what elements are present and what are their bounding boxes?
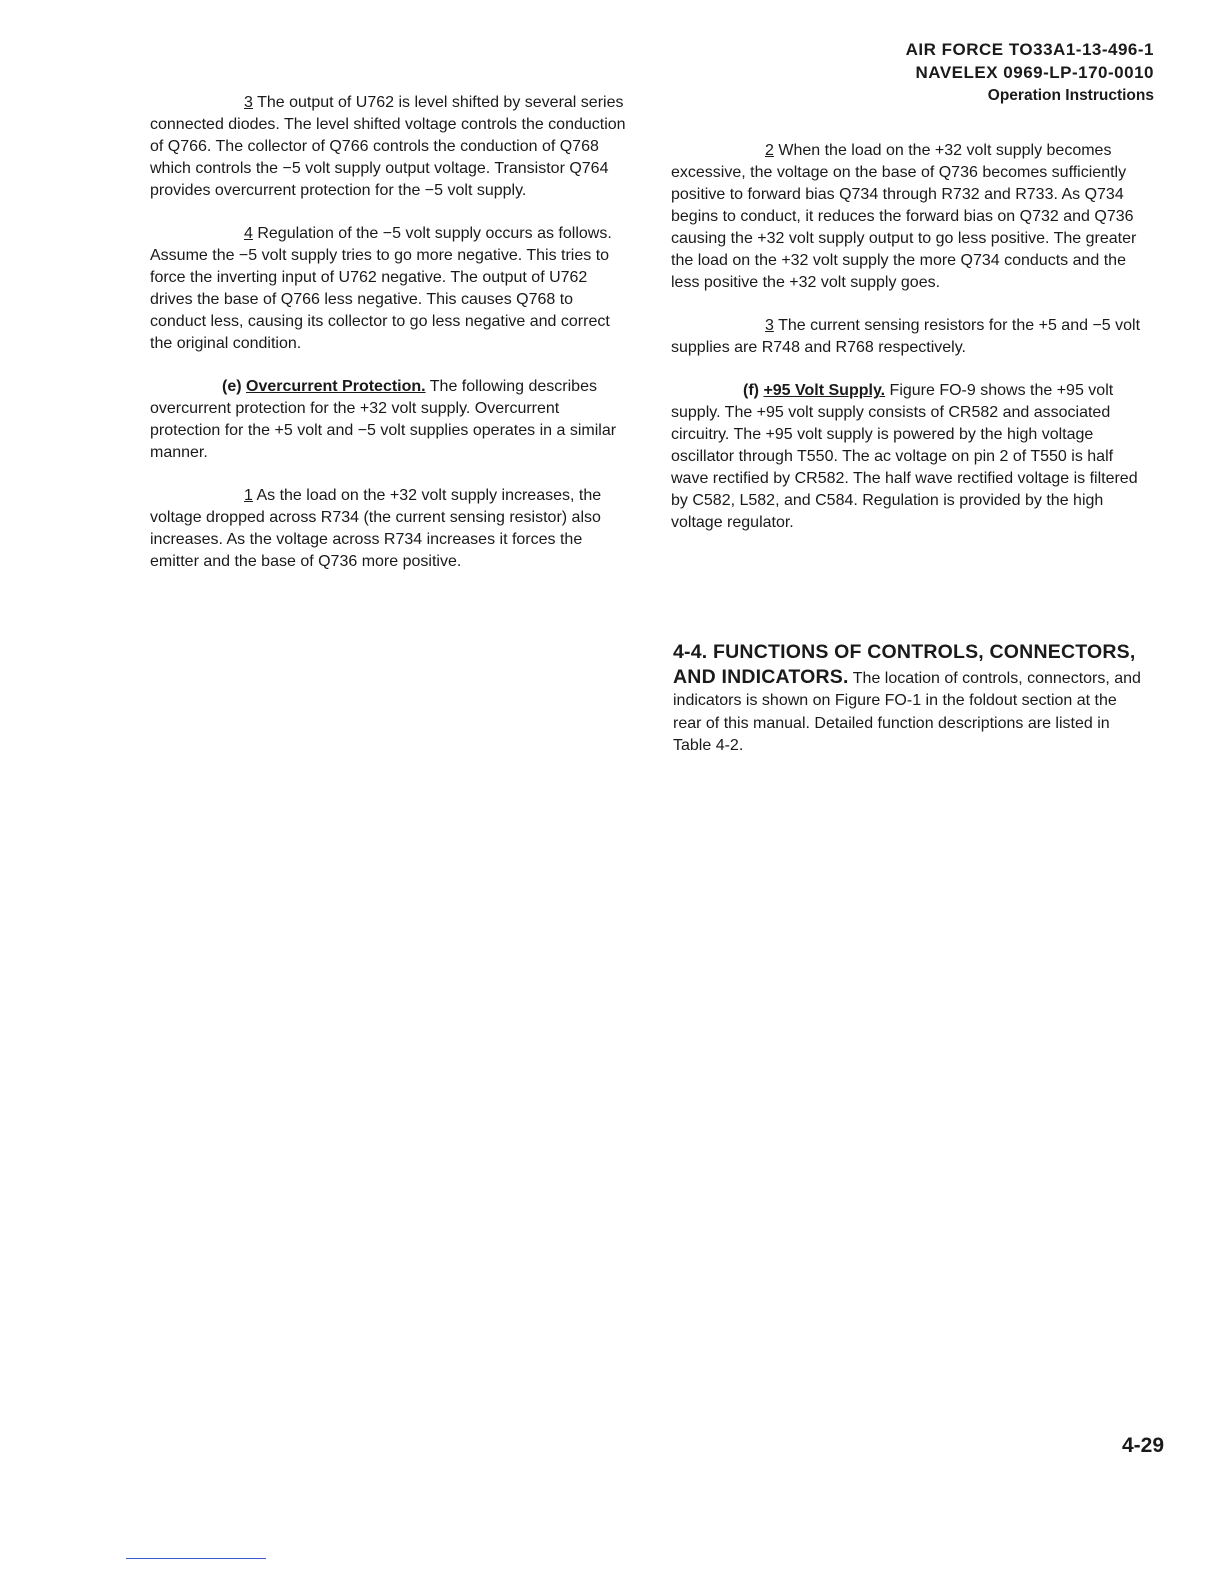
document-header <box>906 38 1154 107</box>
paragraph-text: The current sensing resistors for the +5 and −5 volt supplies are R748 and R768 respectively. <box>671 317 1141 356</box>
paragraph-text: When the load on the +32 volt supply becomes excessive, the voltage on the base of Q736 becomes sufficiently positive to forward bias Q734 through R732 and R733. As Q734 begins to conduct, it reduces the forward bias on Q732 and Q736 causing the +32 volt supply output to go less positive. The greater the load on the +32 volt supply the more Q734 conducts and the less positive the +32 volt supply goes. <box>671 142 1137 291</box>
paragraph-text: As the load on the +32 volt supply increases, the voltage dropped across R734 (the current sensing resistor) also increases. As the voltage across R734 increases it forces the emitter and the base of Q736 more positive. <box>150 487 602 570</box>
paragraph-95-volt-supply <box>671 380 1147 534</box>
paragraph-label: (e) <box>222 378 246 395</box>
header-air-force-number: AIR FORCE TO33A1-13-496-1 <box>905 40 1154 59</box>
header-navelex-number: NAVELEX 0969-LP-170-0010 <box>915 63 1154 82</box>
page-number: 4-29 <box>1121 1434 1164 1457</box>
paragraph-number: 3 <box>244 94 253 111</box>
paragraph-text: Figure FO-9 shows the +95 volt supply. The +95 volt supply consists of CR582 and associated circuitry. The +95 volt supply is powered by the high voltage oscillator through T550. The ac voltage on pin 2 of T550 is half wave rectified by CR582. The half wave rectified voltage is filtered by C582, L582, and C584. Regulation is provided by the high voltage regulator. <box>671 382 1138 531</box>
paragraph-title: +95 Volt Supply. <box>763 382 886 399</box>
paragraph-left-1 <box>150 485 630 573</box>
header-section-title: Operation Instructions <box>987 87 1154 104</box>
paragraph-number: 1 <box>244 487 253 504</box>
bottom-divider <box>126 1558 266 1559</box>
section-heading: 4-4. FUNCTIONS OF CONTROLS, CONNECTORS, AND INDICATORS. <box>673 641 1136 688</box>
paragraph-text: Regulation of the −5 volt supply occurs as follows. Assume the −5 volt supply tries to go more negative. This tries to force the inverting input of U762 negative. The output of U762 drives the base of Q766 less negative. This causes Q768 to conduct less, causing its collector to go less negative and correct the original condition. <box>150 225 612 352</box>
paragraph-text: The following describes overcurrent protection for the +32 volt supply. Overcurrent protection for the +5 volt and −5 volt supplies operates in a similar manner. <box>150 378 617 461</box>
paragraph-right-2 <box>671 140 1147 294</box>
paragraph-number: 2 <box>765 142 774 159</box>
right-column <box>671 140 1147 555</box>
section-4-4 <box>673 641 1143 758</box>
paragraph-left-4 <box>150 223 630 355</box>
paragraph-number: 3 <box>765 317 774 334</box>
paragraph-title: Overcurrent Protection. <box>246 378 426 395</box>
left-column <box>150 92 630 594</box>
paragraph-right-3 <box>671 315 1147 359</box>
paragraph-left-3 <box>150 92 630 202</box>
paragraph-number: 4 <box>244 225 253 242</box>
section-text: The location of controls, connectors, and indicators is shown on Figure FO-1 in the foldout section at the rear of this manual. Detailed function descriptions are listed in Table 4-2. <box>673 669 1141 754</box>
paragraph-label: (f) <box>743 382 764 399</box>
paragraph-text: The output of U762 is level shifted by several series connected diodes. The level shifted voltage controls the conduction of Q766. The collector of Q766 controls the conduction of Q768 which controls the −5 volt supply output voltage. Transistor Q764 provides overcurrent protection for the −5 volt supply. <box>150 94 626 199</box>
paragraph-overcurrent-protection <box>150 376 630 464</box>
